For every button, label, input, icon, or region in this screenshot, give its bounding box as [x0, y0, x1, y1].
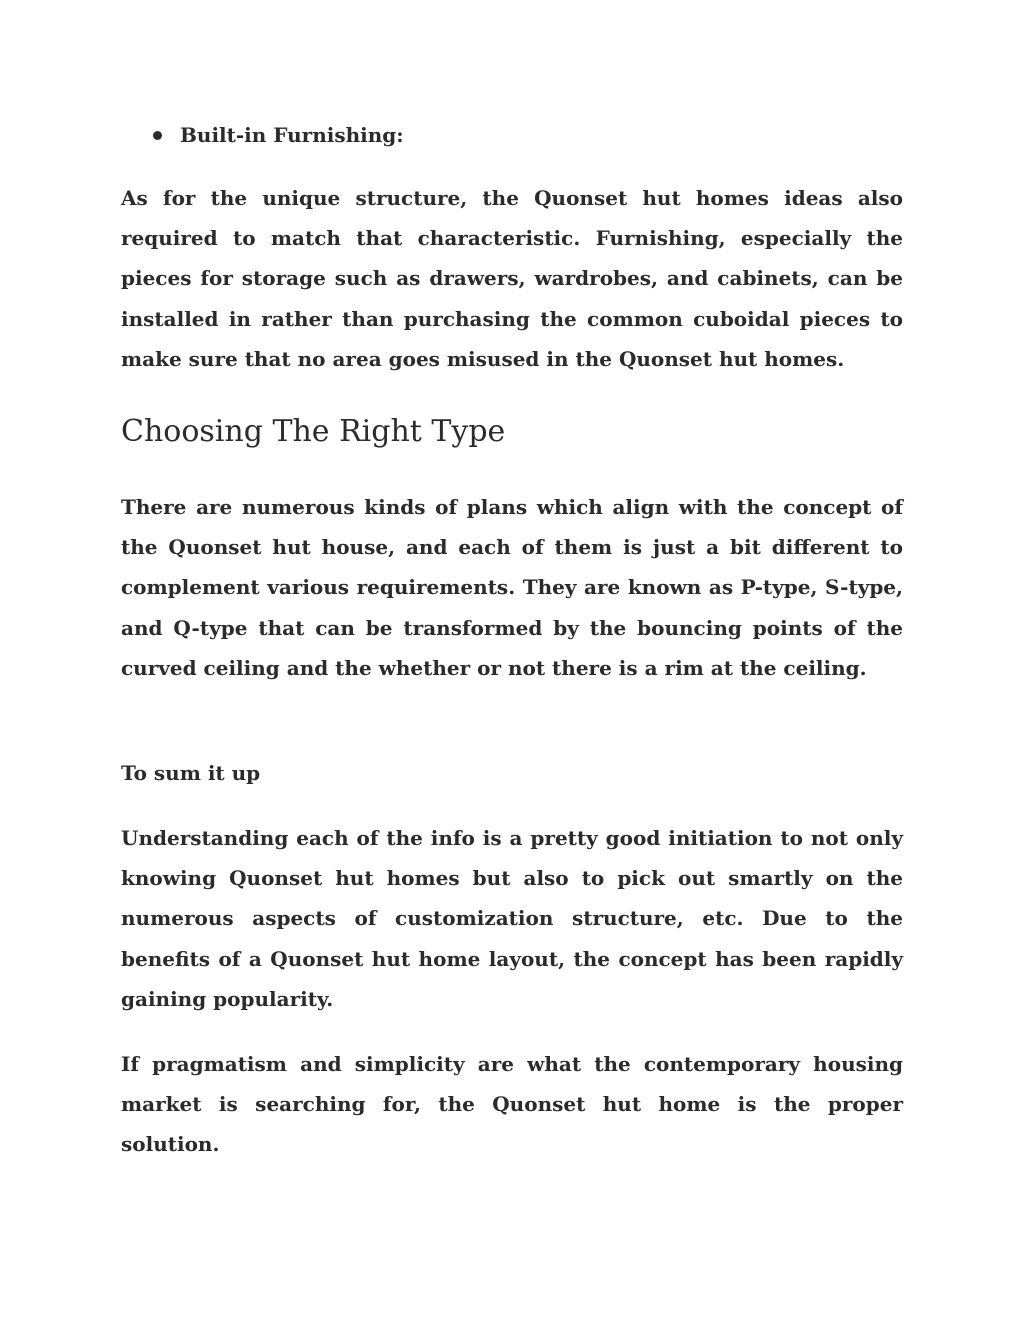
section-heading-choosing-type: Choosing The Right Type — [121, 414, 506, 449]
bullet-item — [153, 120, 404, 150]
paragraph-understanding: Understanding each of the info is a pretty good initiation to not only knowing Quonset hut homes but also to pick out smartly on the numerous aspects of customization structure, etc. Due to the benefits of a Quonset hut home layout, the concept has been rapidly gaining popularity. — [121, 826, 903, 1011]
paragraph-plan-types: There are numerous kinds of plans which align with the concept of the Quonset hut house, and each of them is just a bit different to complement various requirements. They are known as P-type, S-type, and Q-type that can be transformed by the bouncing points of the curved ceiling and the whether or not there is a rim at the ceiling. — [121, 495, 903, 680]
bullet-dot-icon — [153, 131, 162, 140]
bullet-label: Built-in Furnishing: — [180, 123, 404, 147]
paragraph-conclusion: If pragmatism and simplicity are what the contemporary housing market is searching for, the Quonset hut home is the proper solution. — [121, 1052, 903, 1157]
subheading-sum-up: To sum it up — [121, 761, 261, 785]
paragraph-furnishing: As for the unique structure, the Quonset hut homes ideas also required to match that characteristic. Furnishing, especially the pieces for storage such as drawers, wardrobes, and cabinets, can be installed in rather than purchasing the common cuboidal pieces to make sure that no area goes misused in the Quonset hut homes. — [121, 186, 903, 371]
